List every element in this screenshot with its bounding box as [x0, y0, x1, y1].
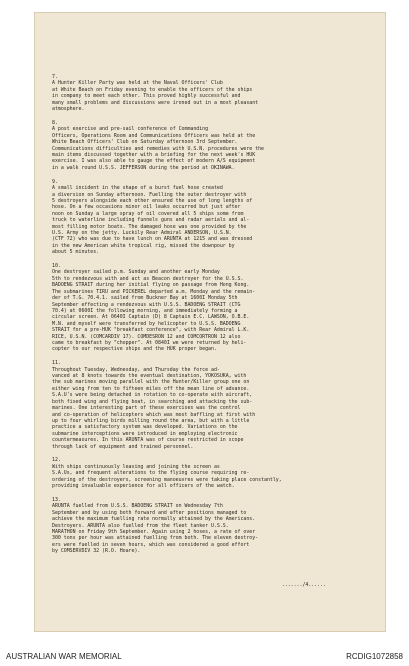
paragraph-line: by COMSERVDIV 32 (R.O. Hoare).	[52, 548, 141, 555]
paragraph-line: main items discussed together with a briefing for the next week's HUK	[52, 151, 256, 158]
paragraph	[52, 497, 374, 555]
paragraph-number: 13.	[52, 496, 61, 503]
paragraph-line: in company to meet each other. This proved highly successful and	[52, 93, 241, 100]
archive-footer	[0, 644, 409, 666]
paragraph-line: One destroyer sailed p.m. Sunday and another early Monday	[52, 269, 220, 276]
paragraph-line: providing invaluable experience for all officers of the watch.	[52, 483, 235, 490]
paragraph-line: through lack of equipment and trained personnel.	[52, 443, 194, 450]
paragraph-line: STRAIT for a pre-HUK "breakfast conference", with Rear Admiral L.K.	[52, 327, 250, 334]
paragraph-line: U.S. Army on the jetty. Luckily Rear Admiral ANDERSON, U.S.N.	[52, 229, 232, 236]
paragraph-number: 10.	[52, 263, 61, 270]
paragraph-line: submarine interceptions were introduced in employing electronic	[52, 430, 238, 437]
paragraph-line: M.N. and myself were transferred by helicopter to U.S.S. BADOENG	[52, 320, 241, 327]
archive-reference: RCDIG1072858	[346, 652, 403, 661]
paragraph-line: a diversion on Sunday afternoon. Fuelling the outer destroyer with	[52, 191, 247, 198]
document-page	[34, 12, 386, 632]
paragraph-line: RICE, U.S.N. (COMCARDIV 17). COMDESRON 12 and COMCORTRON 12 also	[52, 333, 241, 340]
paragraph-line: 300 tons per hour was attained fuelling from both. The eleven destroy-	[52, 535, 259, 542]
paragraph-line: der of T.G. 70.4.1. sailed from Buckner Bay at 1600I Monday 5th	[52, 295, 238, 302]
paragraph-line: about 5 minutes.	[52, 249, 100, 256]
paragraph-line: September effecting a rendezvous with U.S.S. BADOENG STRAIT (CTG	[52, 301, 241, 308]
paragraph-line: atmosphere.	[52, 106, 85, 113]
paragraph-line: ARUNTA fuelled from U.S.S. BADOENG STRAIT on Wednesday 7th	[52, 503, 223, 510]
paragraph-line: up to four whirling birds milling round the area, but with a little	[52, 417, 250, 424]
page-continuation-marker: ......./4......	[281, 582, 326, 588]
paragraph-line: A post exercise and pre-sail conference of Commanding	[52, 126, 209, 133]
paragraph	[52, 360, 374, 450]
paragraph-line: 5th to rendezvous with and act as Beacon destroyer for the U.S.S.	[52, 275, 244, 282]
paragraph-line: many small problems and discussions were ironed out in a most pleasant	[52, 99, 259, 106]
paragraph-line: ers were fuelled in seven hours, which was considered a good effort	[52, 541, 250, 548]
paragraph-line: 5 destroyers alongside each other ensured the use of long lengths of	[52, 197, 253, 204]
paragraph-line: (CTF 72) who was due to have lunch on ARUNTA at 1215 and was dressed	[52, 236, 253, 243]
paragraph-line: September and by using both forward and after positions managed to	[52, 509, 247, 516]
paragraph-line: A Hunter Killer Party was held at the Naval Officers' Club	[52, 80, 223, 87]
paragraph-line: in a walk round U.S.S. JEFFERSON during the period at OKINAWA.	[52, 164, 235, 171]
paragraph-line: MARATHON on Friday 9th September. Again using 2 hoses, a rate of over	[52, 529, 256, 535]
paragraph-number: 11.	[52, 360, 61, 367]
paragraph-line: in the new American white tropical rig, missed the downpour by	[52, 242, 235, 249]
paragraph-line: both fixed wing and flying boat, in searching and attacking the sub-	[52, 398, 253, 405]
paragraph-line: truck to waterline including funnels guns and radar aerials and al-	[52, 217, 250, 224]
paragraph-line: achieve the maximum fuelling rate normally attained by the Americans.	[52, 516, 256, 523]
paragraph-line: A small incident in the shape of a burst fuel hose created	[52, 185, 223, 192]
paragraph-line: and co-operation of helicopters which was most baffling at first with	[52, 411, 256, 418]
document-body	[52, 74, 374, 562]
paragraph	[52, 120, 374, 171]
paragraph-number: 9.	[52, 178, 58, 185]
archive-name: AUSTRALIAN WAR MEMORIAL	[6, 652, 122, 661]
paragraph-line: countermeasures. In this ARUNTA was of course restricted in scope	[52, 437, 244, 444]
paragraph-line: Throughout Tuesday, Wednesday, and Thursday the force ad-	[52, 366, 220, 373]
paragraph	[52, 457, 374, 489]
paragraph-number: 7.	[52, 74, 58, 80]
paragraph	[52, 263, 374, 353]
paragraph-line: practice a satisfactory system was developed. Variations on the	[52, 424, 238, 431]
paragraph-line: hose. On a few occasions minor oil leaks occurred but just after	[52, 204, 241, 211]
paragraph-line: vanced at 8 knots towards the eventual destination, YOKOSUKA, with	[52, 373, 247, 380]
paragraph-line: copter to our respective ships and the HUK proper began.	[52, 346, 217, 353]
paragraph-number: 12.	[52, 457, 61, 464]
paragraph-line: exercise. I was also able to gauge the effect of modern A/S equipment	[52, 158, 256, 165]
paragraph-line: BADOENG STRAIT during her initial flying on passage from Hong Kong.	[52, 282, 250, 289]
paragraph-line: S.A.Us, and frequent alterations to the flying course requiring re-	[52, 470, 250, 477]
paragraph-line: Communications difficulties and remedies with U.S.N. procedures were the	[52, 145, 264, 152]
paragraph-line: most filling motor boats. The damaged hose was one provided by the	[52, 223, 247, 230]
paragraph-line: S.A.U's were being detached in rotation to co-operate with aircraft,	[52, 392, 253, 399]
paragraph-line: White Beach Officers' Club on Saturday afternoon 3rd September.	[52, 139, 238, 146]
paragraph-line: noon on Sunday a large spray of oil covered all 5 ships some from	[52, 210, 244, 217]
paragraph	[52, 179, 374, 256]
paragraph-line: the sub marines moving parallel with the Hunter/Killer group one on	[52, 379, 250, 386]
paragraph-line: The submarines TIRU and PICKEREL departed a.m. Monday and the remain-	[52, 288, 256, 295]
paragraph-line: came to breakfast by "chopper". At 0840I we were returned by heli-	[52, 339, 247, 346]
paragraph-line: marines. One interesting part of these exercises was the control	[52, 405, 241, 412]
paragraph	[52, 74, 374, 112]
paragraph-line: 70.4) at 0600I the following morning, and immediately forming a	[52, 307, 238, 314]
paragraph-line: Destroyers. ARUNTA also fuelled from the fleet tanker U.S.S.	[52, 522, 229, 529]
paragraph-number: 8.	[52, 119, 58, 126]
paragraph-line: ordering of the destroyers, screening manoeuvres were taking place constantly,	[52, 476, 282, 483]
paragraph-line: With ships continuously leaving and joining the screen as	[52, 463, 220, 470]
paragraph-line: Officers, Operations Room and Communications Officers was held at the	[52, 132, 256, 139]
paragraph-line: either wing from ten to fifteen miles off the mean line of advance.	[52, 385, 250, 392]
paragraph-line: at White Beach on Friday evening to enable the officers of the ships	[52, 86, 253, 93]
paragraph-line: circular screen. At 0640I Captain (D) 8 Captain E.C. LAWSON, O.B.E.	[52, 314, 250, 321]
